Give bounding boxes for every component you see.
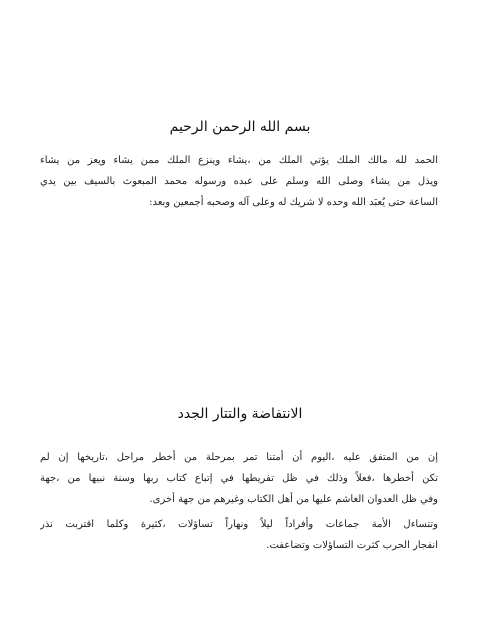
paragraph-line: انفجار الحرب كثرت التساؤلات وتضاعفت. [266,540,438,551]
opening-paragraph [40,150,438,213]
paragraph-line: تكن أخطرها ،فعلاً وذلك في ظل تفريطها في إتباع كتاب ربها وسنة نبيها من ،جهة [40,473,438,484]
section-heading: الانتفاضة والتتار الجدد [177,406,303,422]
paragraph-line: الساعة حتى يُعبَد الله وحده لا شريك له وعلى آله وصحبه أجمعين وبعد: [149,197,438,208]
paragraph-line: الحمد لله مالك الملك يؤتي الملك من ،يشاء وينزع الملك ممن يشاء ويعز من يشاء [40,155,438,166]
paragraph-line: إن من المتفق عليه ،اليوم أن أمتنا تمر بمرحلة من أخطر مراحل ،تاريخها إن لم [40,452,438,463]
paragraph-line: وفي ظل العدوان الغاشم عليها من أهل الكتاب وغيرهم من جهة أخرى. [149,494,438,505]
opening-basmala-heading: بسم الله الرحمن الرحيم [169,119,311,135]
paragraph-line: ويذل من يشاء وصلى الله وسلم على عبده ورسوله محمد المبعوث بالسيف بين يدي [40,176,438,187]
paragraph-line: وتتساءل الأمة جماعات وأفراداً ليلاً ونهاراً تساؤلات ،كثيرة وكلما اقتربت نذر [40,519,438,530]
section-paragraph-2 [40,514,438,556]
section-paragraph-1 [40,447,438,510]
